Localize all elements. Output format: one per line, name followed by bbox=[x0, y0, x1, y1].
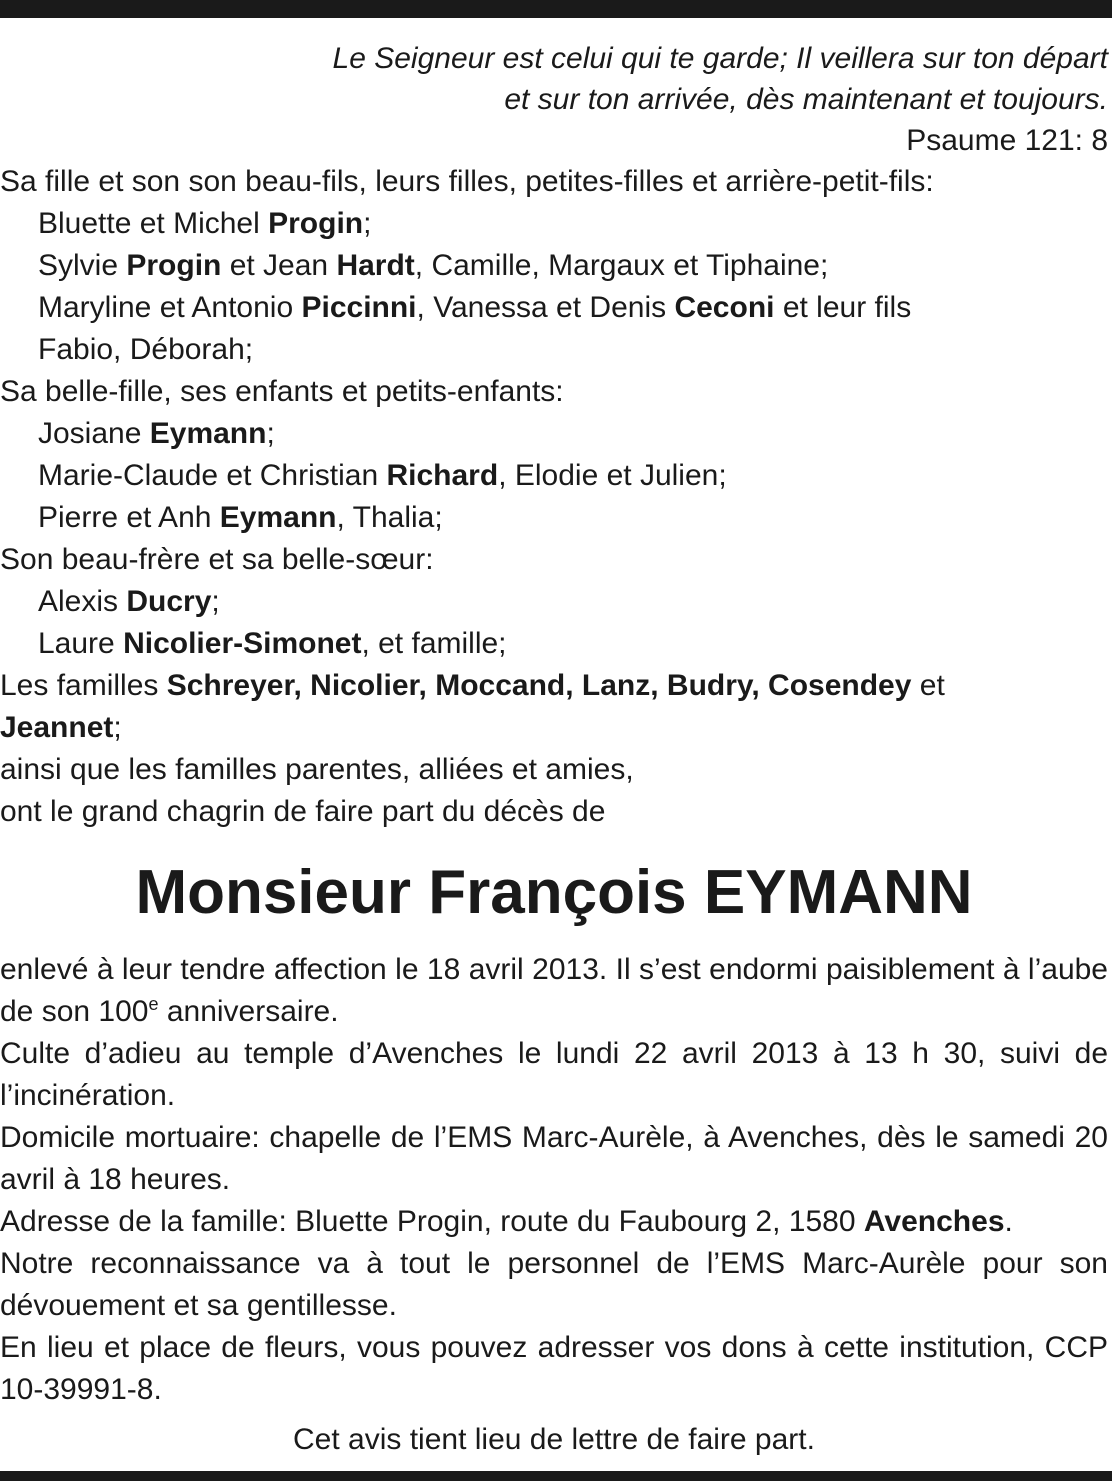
verse-reference: Psaume 121: 8 bbox=[906, 124, 1108, 157]
family-line: Fabio, Déborah; bbox=[38, 333, 254, 366]
deceased-name: Monsieur François EYMANN bbox=[135, 858, 973, 927]
families-line: Jeannet; bbox=[0, 711, 122, 744]
service-details: Culte d’adieu au temple d’Avenches le lundi 22 avril 2013 à 13 h 30, suivi de l’incinération. bbox=[0, 1037, 1108, 1112]
bottom-rule bbox=[0, 1471, 1112, 1481]
relatives-line: ainsi que les familles parentes, alliées et amies, bbox=[0, 753, 634, 786]
top-rule bbox=[0, 0, 1112, 18]
families-line: Les familles Schreyer, Nicolier, Moccand, Lanz, Budry, Cosendey et bbox=[0, 669, 945, 702]
death-details: enlevé à leur tendre affection le 18 avril 2013. Il s’est endormi paisiblement à l’aube de son 100e anniversaire. bbox=[0, 953, 1108, 1028]
verse-line-1: Le Seigneur est celui qui te garde; Il veillera sur ton départ bbox=[332, 42, 1108, 75]
verse-line-2: et sur ton arrivée, dès maintenant et toujours. bbox=[504, 83, 1108, 116]
family-line: Marie-Claude et Christian Richard, Elodie et Julien; bbox=[38, 459, 727, 492]
family-line: Sylvie Progin et Jean Hardt, Camille, Margaux et Tiphaine; bbox=[38, 249, 829, 282]
donations-paragraph: En lieu et place de fleurs, vous pouvez adresser vos dons à cette institution, CCP 10-39991-8. bbox=[0, 1331, 1108, 1406]
family-line: Bluette et Michel Progin; bbox=[38, 207, 372, 240]
closing-note: Cet avis tient lieu de lettre de faire part. bbox=[293, 1423, 815, 1456]
family-address: Adresse de la famille: Bluette Progin, route du Faubourg 2, 1580 Avenches. bbox=[0, 1205, 1013, 1238]
family-list bbox=[0, 161, 1108, 833]
family-line: Josiane Eymann; bbox=[38, 417, 275, 450]
family-line: Laure Nicolier-Simonet, et famille; bbox=[38, 627, 507, 660]
family-line: Maryline et Antonio Piccinni, Vanessa et Denis Ceconi et leur fils bbox=[38, 291, 912, 324]
announcement-line: ont le grand chagrin de faire part du décès de bbox=[0, 795, 606, 828]
group-heading: Son beau-frère et sa belle-sœur: bbox=[0, 543, 434, 576]
thanks-paragraph: Notre reconnaissance va à tout le personnel de l’EMS Marc-Aurèle pour son dévouement et sa gentillesse. bbox=[0, 1247, 1108, 1322]
family-line: Alexis Ducry; bbox=[38, 585, 220, 618]
group-heading: Sa fille et son son beau-fils, leurs filles, petites-filles et arrière-petit-fils: bbox=[0, 165, 934, 198]
group-heading: Sa belle-fille, ses enfants et petits-enfants: bbox=[0, 375, 564, 408]
family-line: Pierre et Anh Eymann, Thalia; bbox=[38, 501, 443, 534]
mortuary-details: Domicile mortuaire: chapelle de l’EMS Marc-Aurèle, à Avenches, dès le samedi 20 avril à 18 heures. bbox=[0, 1121, 1108, 1196]
obituary-notice bbox=[0, 38, 1108, 1461]
bible-verse bbox=[0, 38, 1108, 161]
